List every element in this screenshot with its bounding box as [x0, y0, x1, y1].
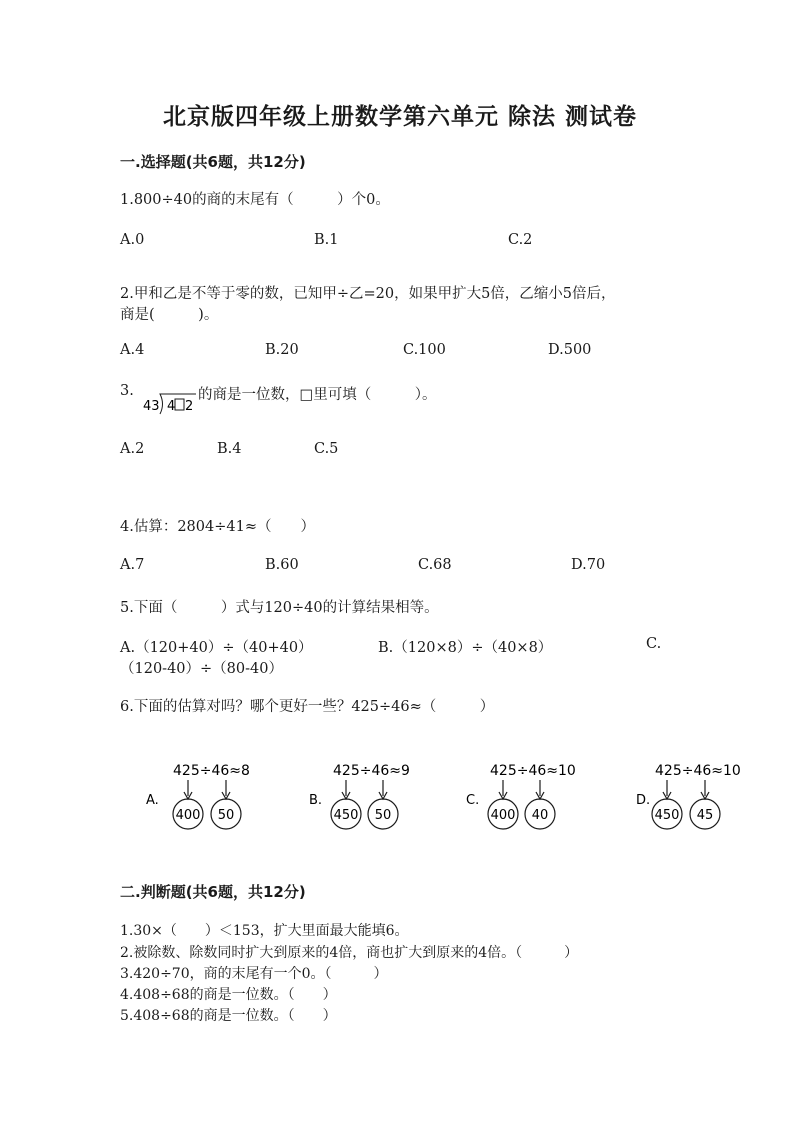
question-2-option-c: C.100	[403, 342, 446, 358]
division-dividend-left: 4	[167, 399, 176, 414]
figure-b-label: B.	[309, 793, 323, 808]
question-1-option-c: C.2	[508, 232, 533, 248]
page-title: 北京版四年级上册数学第六单元 除法 测试卷	[162, 104, 637, 130]
judgment-item-1: 1.30×（ ）＜153，扩大里面最大能填6。	[120, 923, 409, 939]
figure-d-right-value: 45	[696, 808, 714, 823]
figure-b-expression: 425÷46≈9	[333, 763, 410, 779]
blank-box	[175, 399, 184, 410]
question-4-text: 4.估算：2804÷41≈（ ）	[120, 519, 315, 535]
figure-d-left-value: 450	[654, 808, 680, 823]
figure-b-left-value: 450	[333, 808, 359, 823]
estimate-figure-d	[630, 758, 770, 833]
division-divisor: 43	[143, 399, 160, 414]
section-heading-choice: 一.选择题(共6题，共12分)	[120, 153, 306, 171]
question-1-text: 1.800÷40的商的末尾有（ ）个0。	[120, 192, 390, 208]
judgment-item-4: 4.408÷68的商是一位数。（ ）	[120, 987, 337, 1003]
question-2-option-d: D.500	[548, 342, 592, 358]
figure-d-expression: 425÷46≈10	[655, 763, 741, 779]
question-3-option-c: C.5	[314, 441, 339, 457]
figure-a-label: A.	[146, 793, 159, 808]
section-heading-judgment: 二.判断题(共6题，共12分)	[120, 883, 306, 901]
figure-a-right-value: 50	[217, 808, 235, 823]
figure-c-left-value: 400	[490, 808, 516, 823]
question-3-option-b: B.4	[217, 441, 242, 457]
figure-a-left-value: 400	[175, 808, 201, 823]
question-2-option-a: A.4	[120, 342, 145, 358]
figure-b-right-value: 50	[374, 808, 392, 823]
figure-a-expression: 425÷46≈8	[173, 763, 250, 779]
judgment-item-5: 5.408÷68的商是一位数。（ ）	[120, 1008, 337, 1024]
question-2-text-line1: 2.甲和乙是不等于零的数，已知甲÷乙=20，如果甲扩大5倍，乙缩小5倍后，	[120, 286, 616, 302]
estimate-figure-c	[460, 758, 600, 833]
question-3-option-a: A.2	[120, 441, 145, 457]
question-4-option-c: C.68	[418, 557, 452, 573]
question-4-option-d: D.70	[571, 557, 606, 573]
question-3-text: 的商是一位数，□里可填（ ）。	[198, 387, 437, 403]
question-5-text: 5.下面（ ）式与120÷40的计算结果相等。	[120, 600, 439, 616]
question-1-option-a: A.0	[120, 232, 145, 248]
judgment-item-2: 2.被除数、除数同时扩大到原来的4倍，商也扩大到原来的4倍。（ ）	[120, 945, 579, 961]
question-2-text-line2: 商是( )。	[120, 307, 219, 323]
long-division-figure	[140, 386, 200, 416]
question-5-option-a: A.（120+40）÷（40+40）	[120, 640, 313, 656]
question-5-option-c: C.	[646, 636, 662, 652]
question-3-number: 3.	[120, 383, 134, 399]
question-4-option-b: B.60	[265, 557, 299, 573]
judgment-item-3: 3.420÷70，商的末尾有一个0。（ ）	[120, 966, 388, 982]
division-dividend-right: 2	[185, 399, 194, 414]
figure-c-label: C.	[466, 793, 480, 808]
question-2-option-b: B.20	[265, 342, 299, 358]
question-5-option-c-line2: （120-40）÷（80-40）	[120, 661, 283, 677]
question-4-option-a: A.7	[120, 557, 145, 573]
figure-c-right-value: 40	[531, 808, 549, 823]
question-5-option-b: B.（120×8）÷（40×8）	[378, 640, 553, 656]
figure-d-label: D.	[636, 793, 651, 808]
question-6-text: 6.下面的估算对吗？哪个更好一些？425÷46≈（ ）	[120, 699, 495, 715]
estimate-figure-a	[140, 758, 280, 833]
estimate-figure-b	[303, 758, 443, 833]
question-1-option-b: B.1	[314, 232, 339, 248]
figure-c-expression: 425÷46≈10	[490, 763, 576, 779]
